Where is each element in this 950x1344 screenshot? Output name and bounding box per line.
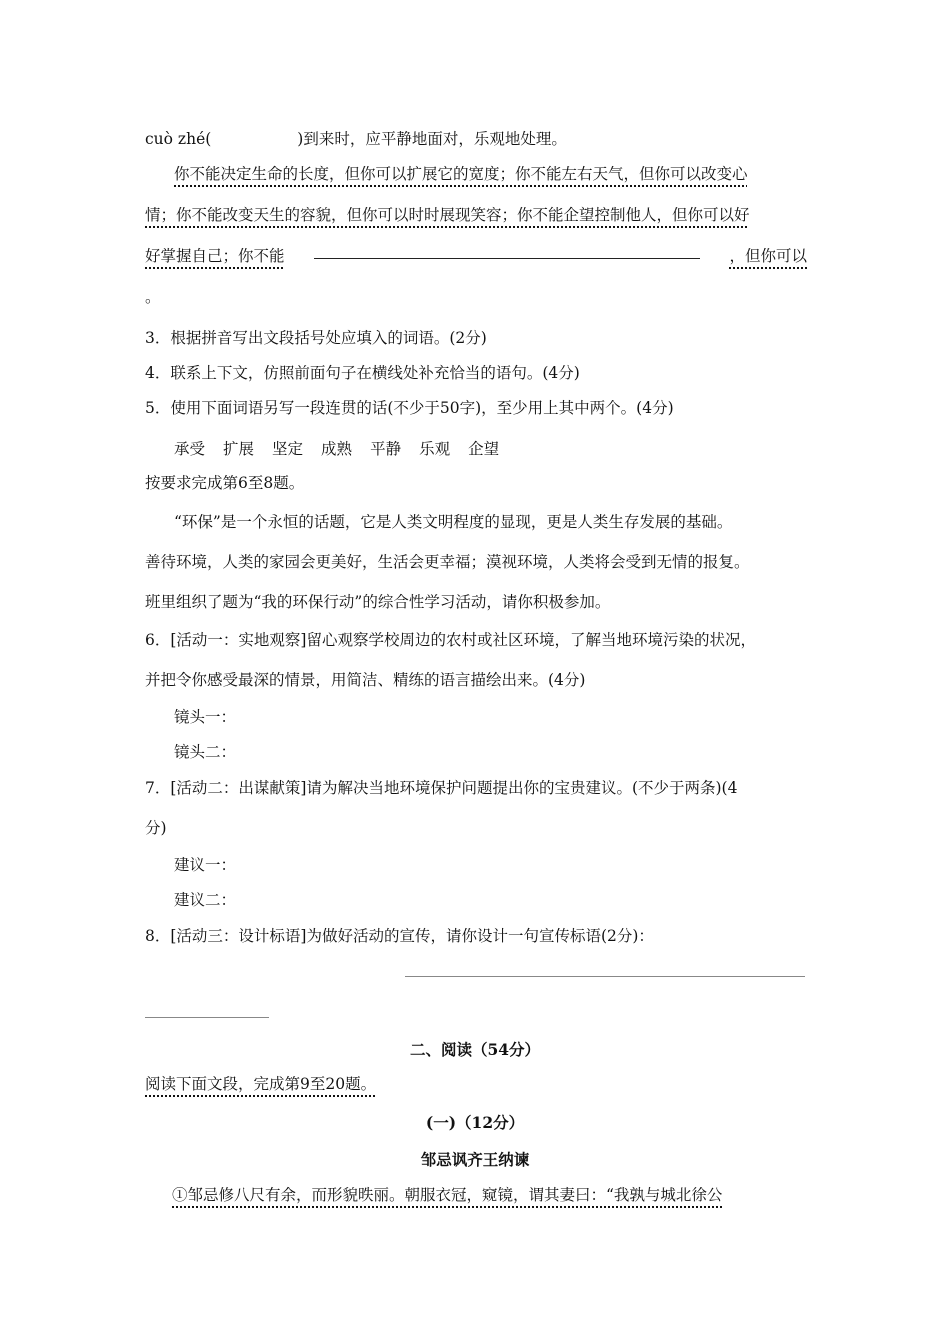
reading-instruction: 阅读下面文段，完成第9至20题。 (145, 1075, 377, 1093)
section-2-title: 二、阅读（54分） (409, 1040, 541, 1059)
article-line-1: ①邹忌修八尺有余，而形貌昳丽。朝服衣冠，窥镜，谓其妻曰：“我孰与城北徐公 (172, 1186, 723, 1204)
passage-line-4: 。 (145, 288, 161, 306)
footnote-divider (145, 1017, 269, 1018)
word-item: 平静 (370, 440, 402, 458)
word-item: 企望 (468, 440, 500, 458)
suggestion-1-label: 建议一： (174, 856, 237, 874)
passage-line-3-end: ，但你可以 (729, 247, 807, 265)
shot-1-label: 镜头一： (174, 708, 237, 726)
word-item: 扩展 (223, 440, 255, 458)
question-7-line-2: 分) (145, 819, 167, 837)
instruction-6-8: 按要求完成第6至8题。 (145, 474, 305, 492)
word-item: 坚定 (272, 440, 304, 458)
env-line-2: 善待环境，人类的家园会更美好，生活会更幸福；漠视环境，人类将会受到无情的报复。 (145, 553, 750, 571)
word-item: 承受 (174, 440, 206, 458)
question-3: 3．根据拼音写出文段括号处应填入的词语。(2分) (145, 329, 487, 347)
question-5: 5．使用下面词语另写一段连贯的话(不少于50字)，至少用上其中两个。(4分) (145, 399, 674, 417)
passage-line-2: 情；你不能改变天生的容貌，但你可以时时展现笑容；你不能企望控制他人，但你可以好 (145, 206, 750, 224)
passage-line-3-start: 好掌握自己；你不能 (145, 247, 285, 265)
slogan-answer-line[interactable] (405, 976, 805, 977)
pinyin-line-rest: )到来时，应平静地面对，乐观地处理。 (297, 130, 567, 148)
article-title: 邹忌讽齐王纳谏 (420, 1150, 530, 1169)
word-item: 乐观 (419, 440, 451, 458)
pinyin-text: cuò zhé( (145, 130, 212, 148)
fill-in-line[interactable] (314, 244, 700, 259)
question-4: 4．联系上下文，仿照前面句子在横线处补充恰当的语句。(4分) (145, 364, 580, 382)
shot-2-label: 镜头二： (174, 743, 237, 761)
pinyin-line (145, 127, 567, 149)
passage-line-3 (145, 244, 807, 266)
suggestion-2-label: 建议二： (174, 891, 237, 909)
question-8: 8．[活动三：设计标语]为做好活动的宣传，请你设计一句宣传标语(2分)： (145, 927, 654, 945)
question-6-line-2: 并把令你感受最深的情景，用简洁、精练的语言描绘出来。(4分) (145, 671, 586, 689)
subsection-title: (一)（12分） (425, 1113, 525, 1132)
env-line-1: “环保”是一个永恒的话题，它是人类文明程度的显现，更是人类生存发展的基础。 (174, 513, 733, 531)
question-7-line-1: 7．[活动二：出谋献策]请为解决当地环境保护问题提出你的宝贵建议。(不少于两条)(4 (145, 779, 738, 797)
word-list (174, 437, 517, 459)
question-6-line-1: 6．[活动一：实地观察]留心观察学校周边的农村或社区环境，了解当地环境污染的状况， (145, 631, 756, 649)
passage-line-1: 你不能决定生命的长度，但你可以扩展它的宽度；你不能左右天气，但你可以改变心 (174, 165, 748, 183)
word-item: 成熟 (321, 440, 353, 458)
env-line-3: 班里组织了题为“我的环保行动”的综合性学习活动，请你积极参加。 (145, 593, 611, 611)
